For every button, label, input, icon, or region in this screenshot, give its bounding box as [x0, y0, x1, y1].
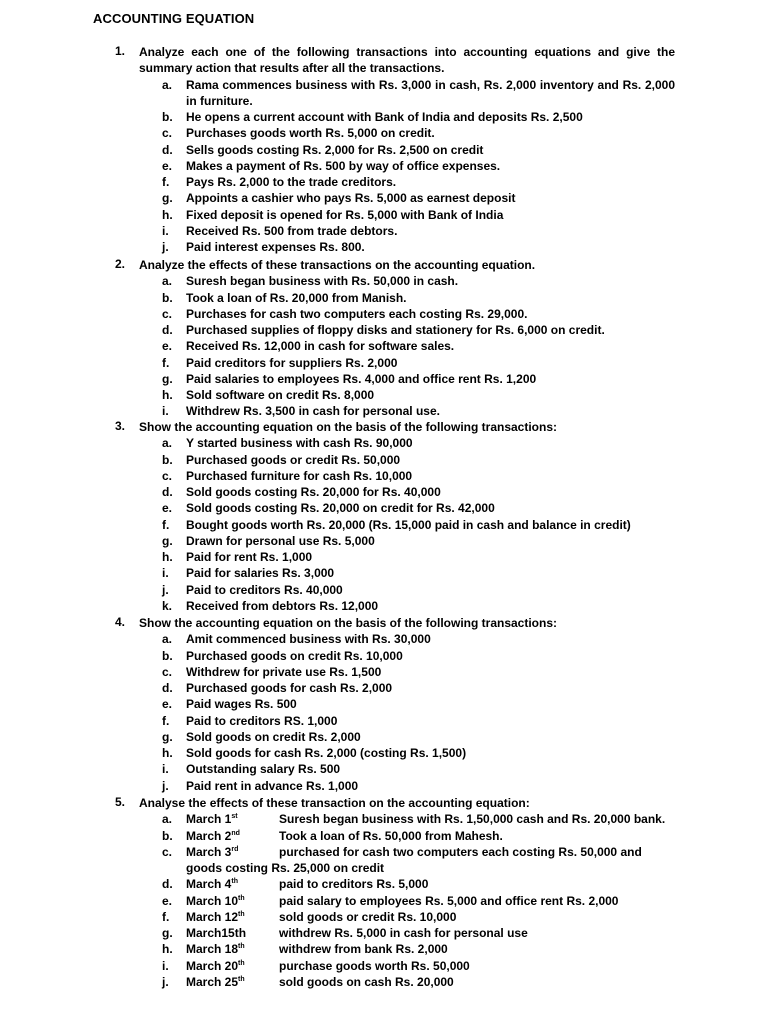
item-letter: j. [162, 778, 169, 793]
question-number: 1. [115, 44, 126, 58]
item-text: Fixed deposit is opened for Rs. 5,000 with Bank of India [186, 207, 504, 222]
item-text: Appoints a cashier who pays Rs. 5,000 as earnest deposit [186, 191, 516, 206]
item-text: Took a loan of Rs. 20,000 from Manish. [186, 290, 407, 305]
item-letter: e. [162, 339, 173, 354]
item-text: Sold goods costing Rs. 20,000 on credit for Rs. 42,000 [186, 501, 495, 516]
item-text-continuation: goods costing Rs. 25,000 on credit [186, 861, 385, 875]
item-text: sold goods on cash Rs. 20,000 [279, 974, 454, 989]
item-text: withdrew from bank Rs. 2,000 [279, 942, 448, 957]
date-suffix: th [231, 878, 238, 886]
item-letter: a. [162, 812, 173, 827]
item-text: Y started business with cash Rs. 90,000 [186, 436, 413, 451]
item-text: Purchased goods for cash Rs. 2,000 [186, 681, 393, 695]
item-letter: f. [162, 909, 170, 924]
item-text: purchased for cash two computers each costing Rs. 50,000 and [279, 844, 642, 859]
item-letter: g. [162, 926, 173, 940]
date-suffix: rd [231, 845, 239, 853]
item-letter: c. [162, 844, 173, 859]
item-letter: g. [162, 533, 173, 548]
item-text: Paid salaries to employees Rs. 4,000 and office rent Rs. 1,200 [186, 371, 537, 386]
item-text: Drawn for personal use Rs. 5,000 [186, 533, 375, 548]
item-letter: i. [162, 404, 169, 419]
item-letter: g. [162, 729, 173, 744]
item-letter: d. [162, 681, 173, 695]
item-letter: b. [162, 828, 173, 843]
item-text: Took a loan of Rs. 50,000 from Mahesh. [279, 828, 503, 843]
item-text: Sold goods on credit Rs. 2,000 [186, 729, 361, 744]
item-letter: a. [162, 632, 173, 647]
item-letter: h. [162, 388, 173, 402]
item-text: Paid creditors for suppliers Rs. 2,000 [186, 355, 398, 370]
item-text: purchase goods worth Rs. 50,000 [279, 958, 470, 973]
item-text: Rama commences business with Rs. 3,000 in cash, Rs. 2,000 inventory and Rs. 2,000 in furniture. [186, 77, 675, 108]
item-letter: f. [162, 517, 170, 532]
item-letter: e. [162, 501, 173, 516]
item-text: Suresh began business with Rs. 50,000 in cash. [186, 274, 459, 289]
item-letter: h. [162, 550, 173, 564]
item-text: Paid wages Rs. 500 [186, 697, 297, 712]
item-date: March 20th [186, 958, 245, 973]
item-letter: j. [162, 582, 169, 597]
item-text: Suresh began business with Rs. 1,50,000 cash and Rs. 20,000 bank. [279, 812, 666, 827]
item-text: Sold software on credit Rs. 8,000 [186, 388, 375, 402]
item-date: March 4th [186, 877, 238, 892]
item-text: Amit commenced business with Rs. 30,000 [186, 632, 431, 647]
item-text: Paid for salaries Rs. 3,000 [186, 566, 335, 581]
date-suffix: nd [231, 829, 240, 837]
item-letter: d. [162, 485, 173, 499]
item-date: March 12th [186, 909, 245, 924]
item-letter: i. [162, 958, 169, 973]
question-text: Analyse the effects of these transaction on the accounting equation: [139, 796, 530, 810]
item-text: Outstanding salary Rs. 500 [186, 762, 341, 777]
question-number: 2. [115, 257, 126, 271]
item-text: Purchased goods or credit Rs. 50,000 [186, 452, 401, 467]
item-letter: d. [162, 323, 173, 337]
item-letter: j. [162, 974, 169, 989]
item-letter: d. [162, 142, 173, 157]
item-text: Received from debtors Rs. 12,000 [186, 598, 379, 613]
item-text: Makes a payment of Rs. 500 by way of office expenses. [186, 158, 501, 173]
item-text: Paid to creditors RS. 1,000 [186, 713, 338, 728]
item-letter: e. [162, 697, 173, 712]
item-letter: e. [162, 158, 173, 173]
item-text: Paid rent in advance Rs. 1,000 [186, 778, 359, 793]
item-letter: i. [162, 762, 169, 777]
item-letter: c. [162, 306, 173, 321]
item-date: March 18th [186, 942, 245, 957]
item-letter: b. [162, 452, 173, 467]
question-number: 5. [115, 795, 126, 809]
item-letter: i. [162, 566, 169, 581]
item-letter: a. [162, 436, 173, 451]
item-letter: b. [162, 290, 173, 305]
item-letter: g. [162, 371, 173, 386]
item-text: Sold goods for cash Rs. 2,000 (costing Rs. 1,500) [186, 746, 467, 760]
item-text: Received Rs. 500 from trade debtors. [186, 223, 398, 238]
item-text: paid to creditors Rs. 5,000 [279, 877, 429, 892]
item-letter: i. [162, 223, 169, 238]
item-letter: g. [162, 191, 173, 206]
item-letter: b. [162, 110, 173, 124]
item-text: Paid interest expenses Rs. 800. [186, 240, 365, 254]
page-title: ACCOUNTING EQUATION [93, 11, 255, 26]
item-date: March 10th [186, 893, 245, 908]
item-text: Sold goods costing Rs. 20,000 for Rs. 40,000 [186, 485, 441, 499]
question-text: Analyze the effects of these transactions on the accounting equation. [139, 258, 536, 272]
item-letter: h. [162, 207, 173, 222]
item-text: Purchased furniture for cash Rs. 10,000 [186, 468, 413, 483]
date-suffix: st [231, 813, 238, 821]
item-letter: h. [162, 942, 173, 957]
item-text: Sells goods costing Rs. 2,000 for Rs. 2,500 on credit [186, 142, 484, 157]
item-text: Paid to creditors Rs. 40,000 [186, 582, 343, 597]
item-letter: h. [162, 746, 173, 760]
question-text: Analyze each one of the following transactions into accounting equations and give the summary action that results after all the transactions. [139, 45, 675, 76]
item-text: Purchases for cash two computers each costing Rs. 29,000. [186, 306, 528, 321]
item-text: He opens a current account with Bank of India and deposits Rs. 2,500 [186, 110, 583, 124]
item-letter: d. [162, 877, 173, 892]
item-text: withdrew Rs. 5,000 in cash for personal use [279, 926, 528, 940]
item-letter: a. [162, 77, 173, 92]
date-suffix: th [238, 910, 245, 918]
item-text: Paid for rent Rs. 1,000 [186, 550, 313, 564]
item-letter: c. [162, 126, 173, 141]
question-number: 3. [115, 419, 126, 433]
item-letter: c. [162, 664, 173, 679]
item-letter: k. [162, 598, 173, 613]
item-date: March 2nd [186, 828, 240, 843]
item-letter: e. [162, 893, 173, 908]
item-date: March 25th [186, 974, 245, 989]
item-date: March 3rd [186, 844, 239, 859]
item-text: sold goods or credit Rs. 10,000 [279, 909, 457, 924]
question-text: Show the accounting equation on the basis of the following transactions: [139, 420, 558, 434]
item-letter: c. [162, 468, 173, 483]
item-text: Bought goods worth Rs. 20,000 (Rs. 15,000 paid in cash and balance in credit) [186, 517, 631, 532]
question-number: 4. [115, 615, 126, 629]
item-letter: b. [162, 648, 173, 663]
item-letter: f. [162, 355, 170, 370]
item-letter: f. [162, 175, 170, 189]
item-text: Pays Rs. 2,000 to the trade creditors. [186, 175, 397, 189]
date-suffix: th [238, 894, 245, 902]
item-letter: f. [162, 713, 170, 728]
item-text: Withdrew for private use Rs. 1,500 [186, 664, 382, 679]
item-text: Purchased goods on credit Rs. 10,000 [186, 648, 403, 663]
question-text: Show the accounting equation on the basis of the following transactions: [139, 616, 558, 630]
item-letter: j. [162, 240, 169, 254]
item-text: Purchased supplies of floppy disks and stationery for Rs. 6,000 on credit. [186, 323, 605, 337]
item-letter: a. [162, 274, 173, 289]
item-text: Received Rs. 12,000 in cash for software sales. [186, 339, 455, 354]
date-suffix: th [238, 975, 245, 983]
item-text: paid salary to employees Rs. 5,000 and office rent Rs. 2,000 [279, 893, 619, 908]
item-date: March15th [186, 926, 247, 940]
item-text: Withdrew Rs. 3,500 in cash for personal use. [186, 404, 440, 419]
item-text: Purchases goods worth Rs. 5,000 on credit. [186, 126, 435, 141]
item-date: March 1st [186, 812, 238, 827]
date-suffix: th [238, 943, 245, 951]
date-suffix: th [238, 959, 245, 967]
